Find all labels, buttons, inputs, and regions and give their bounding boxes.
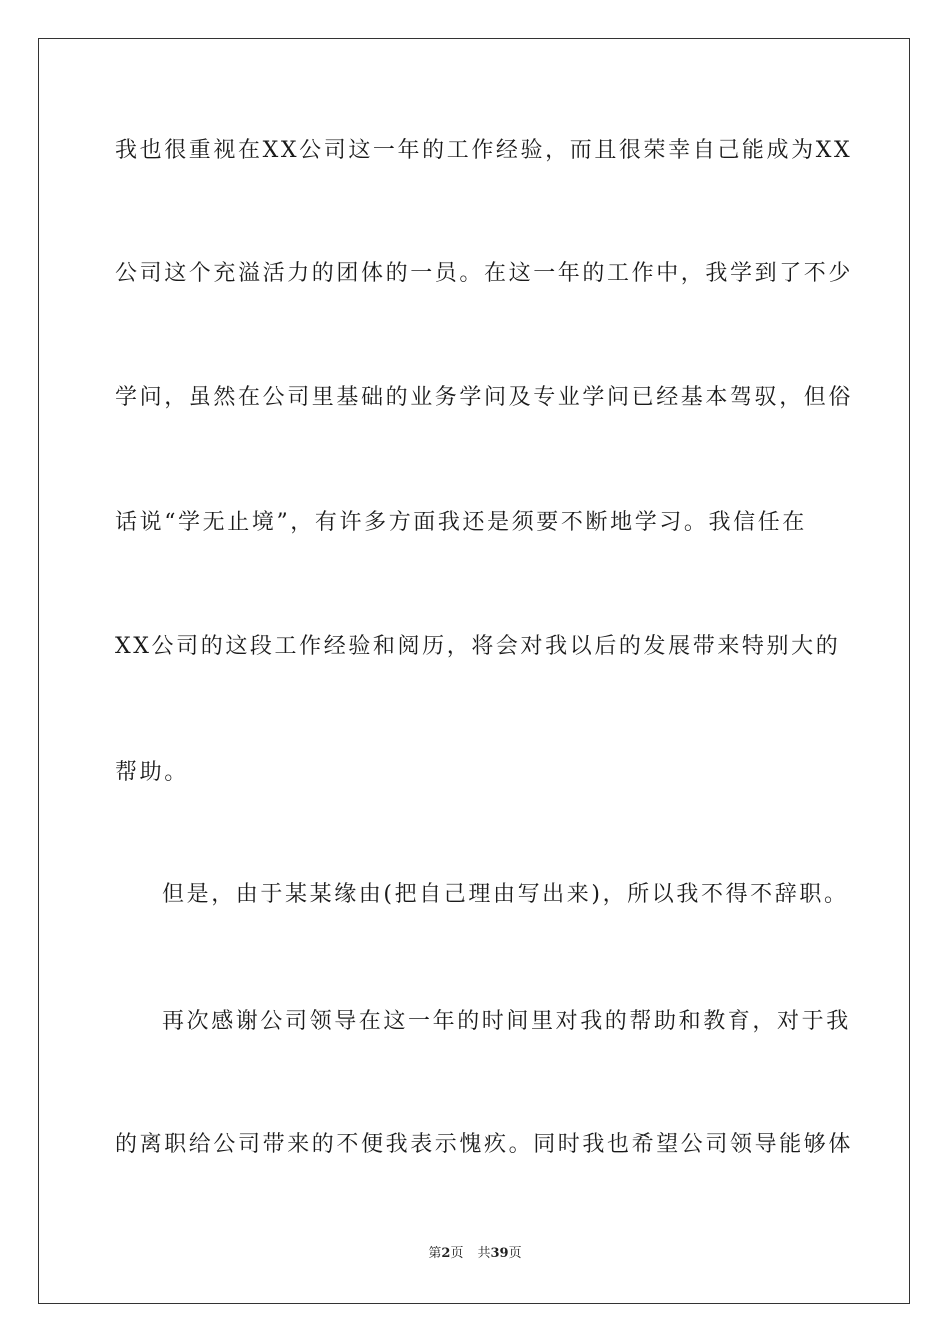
paragraph-line-5: XX公司的这段工作经验和阅历，将会对我以后的发展带来特别大的	[115, 634, 841, 659]
paragraph-line-3: 学问，虽然在公司里基础的业务学问及专业学问已经基本驾驭，但俗	[115, 385, 854, 410]
page-suffix: 页	[450, 1246, 464, 1261]
page-prefix: 第	[428, 1246, 442, 1261]
paragraph-line-9: 的离职给公司带来的不便我表示愧疚。同时我也希望公司领导能够体	[115, 1132, 854, 1157]
paragraph-line-2: 公司这个充溢活力的团体的一员。在这一年的工作中，我学到了不少	[115, 261, 854, 286]
total-pages: 39	[490, 1246, 509, 1261]
paragraph-line-4: 话说“学无止境”，有许多方面我还是须要不断地学习。我信任在	[115, 510, 807, 535]
paragraph-line-6: 帮助。	[115, 760, 189, 785]
total-prefix: 共	[477, 1246, 491, 1261]
paragraph-line-7: 但是，由于某某缘由(把自己理由写出来)，所以我不得不辞职。	[162, 882, 849, 907]
total-suffix: 页	[508, 1246, 522, 1261]
page-number: 2	[441, 1246, 451, 1261]
paragraph-line-8: 再次感谢公司领导在这一年的时间里对我的帮助和教育，对于我	[162, 1009, 851, 1034]
page-border	[38, 38, 910, 1304]
page-footer	[0, 1245, 950, 1263]
paragraph-line-1: 我也很重视在XX公司这一年的工作经验，而且很荣幸自己能成为XX	[115, 138, 853, 163]
